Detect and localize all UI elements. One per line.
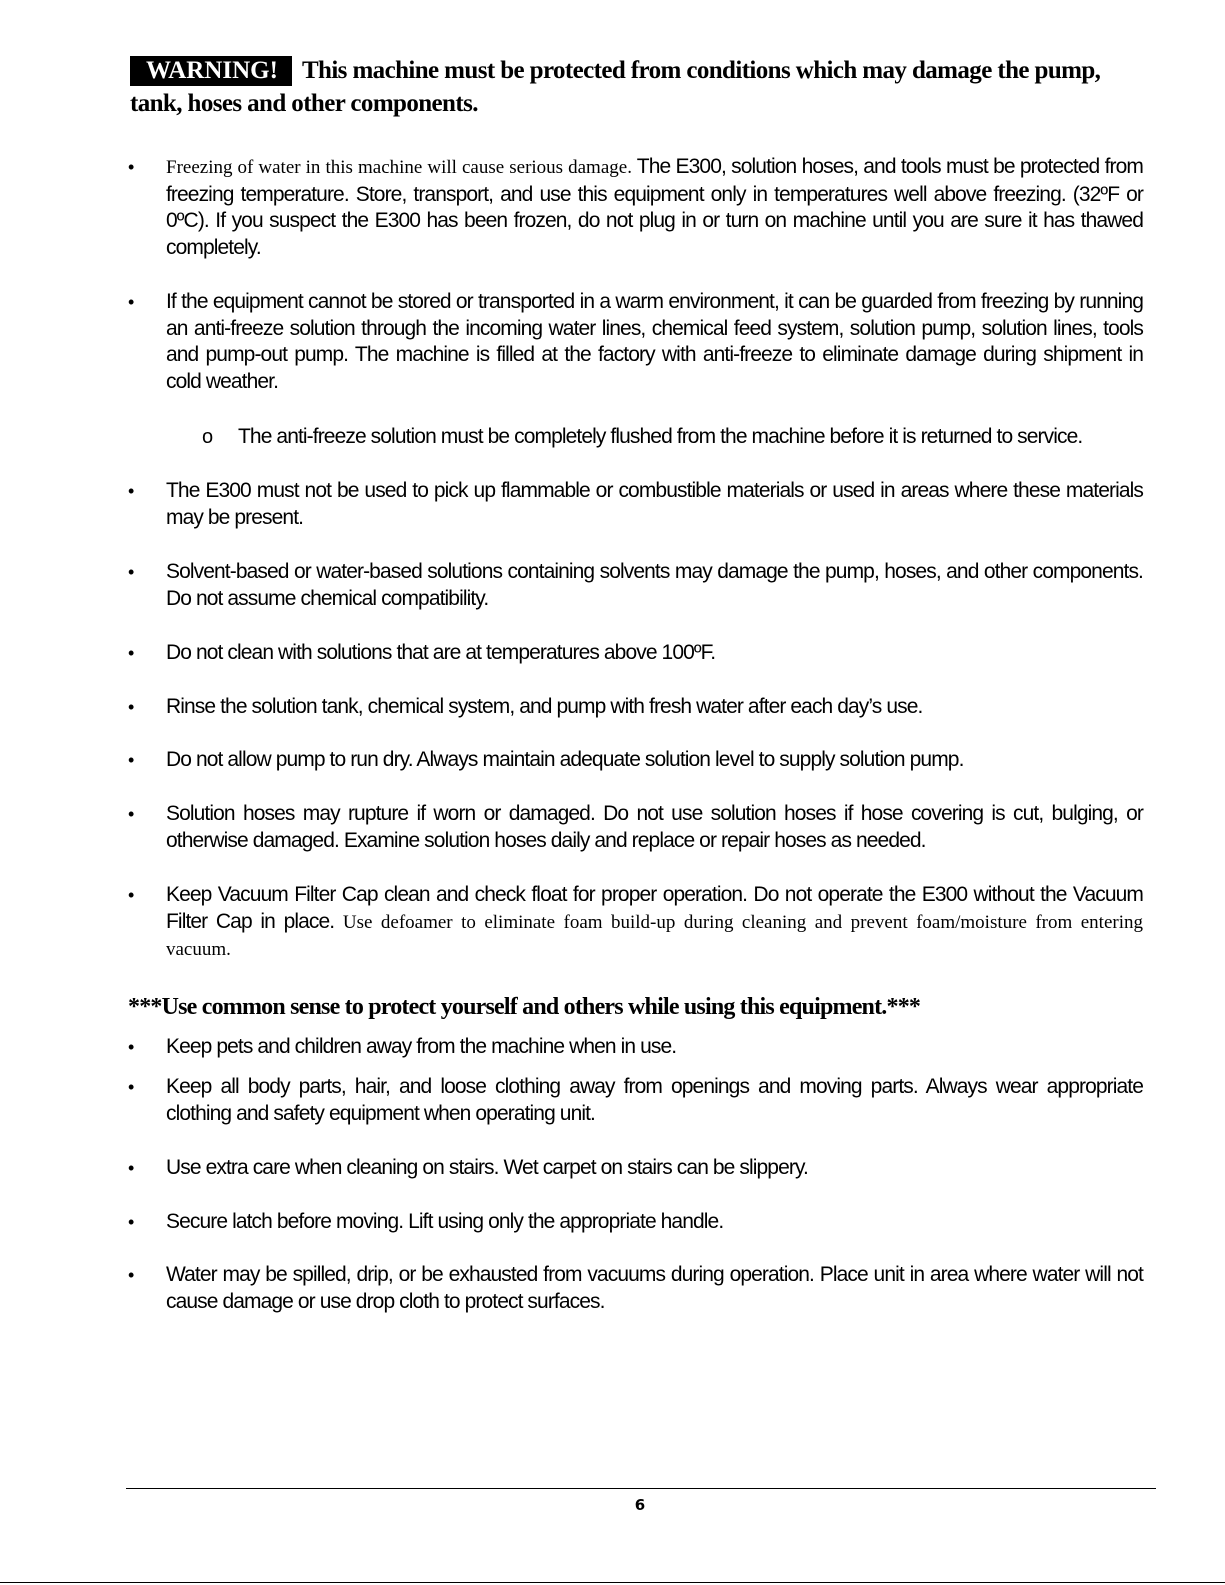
bullet-icon: • (128, 643, 134, 663)
warning-badge: WARNING! (130, 56, 292, 86)
list-item-text (166, 154, 1143, 261)
warning-text: This machine must be protected from conditions which may damage the pump, tank, hoses and other components. (130, 57, 1101, 117)
list-item-text: Secure latch before moving. Lift using only the appropriate handle. (166, 1210, 724, 1233)
sub-bullet-icon: o (202, 426, 213, 448)
warning-heading (130, 54, 1130, 120)
page-number: 6 (634, 1496, 646, 1514)
footer-divider (126, 1488, 1156, 1489)
bullet-icon: • (128, 1212, 134, 1232)
list-item-text: Rinse the solution tank, chemical system, and pump with fresh water after each day’s use. (166, 695, 923, 718)
bullet-icon: • (128, 292, 134, 312)
bullet-icon: • (128, 804, 134, 824)
list-item-text: Solution hoses may rupture if worn or damaged. Do not use solution hoses if hose covering is cut, bulging, or otherwise damaged. Examine solution hoses daily and replace or repair hoses as needed. (166, 802, 1143, 852)
bullet-icon: • (128, 157, 134, 177)
bullet-icon: • (128, 1158, 134, 1178)
list-item-text: Solvent-based or water-based solutions containing solvents may damage the pump, hoses, and other components. Do not assume chemical compatibility. (166, 560, 1143, 610)
list-item-text: The E300 must not be used to pick up flammable or combustible materials or used in areas where these materials may be present. (166, 479, 1143, 529)
bullet-icon: • (128, 1077, 134, 1097)
bullet-icon: • (128, 885, 134, 905)
defoamer-note: Use defoamer to eliminate foam build-up during cleaning and prevent foam/moisture from entering vacuum. (166, 911, 1143, 960)
list-item-text: If the equipment cannot be stored or transported in a warm environment, it can be guarded from freezing by running an anti-freeze solution through the incoming water lines, chemical feed system, solution pump, solution lines, tools and pump-out pump. The machine is filled at the factory with anti-freeze to eliminate damage during shipment in cold weather. (166, 290, 1143, 393)
bullet-icon: • (128, 1037, 134, 1057)
list-item-text: Do not allow pump to run dry. Always maintain adequate solution level to supply solution pump. (166, 748, 964, 771)
list-subitem-text: The anti-freeze solution must be completely flushed from the machine before it is returned to service. (238, 425, 1083, 448)
list-item-text: Water may be spilled, drip, or be exhausted from vacuums during operation. Place unit in area where water will not cause damage or use drop cloth to protect surfaces. (166, 1263, 1143, 1313)
list-item-text: Keep all body parts, hair, and loose clothing away from openings and moving parts. Always wear appropriate clothing and safety equipment when operating unit. (166, 1075, 1143, 1125)
bullet-icon: • (128, 481, 134, 501)
freezing-text: The E300, solution hoses, and tools must be protected from freezing temperature. Store, transport, and use this equipment only in temperatures well above freezing. (32ºF or 0ºC). If you suspect the E300 has been frozen, do not plug in or turn on machine until you are sure it has thawed completely. (166, 155, 1143, 259)
bullet-icon: • (128, 697, 134, 717)
list-item-text: Do not clean with solutions that are at temperatures above 100ºF. (166, 641, 716, 664)
list-item-text: Use extra care when cleaning on stairs. Wet carpet on stairs can be slippery. (166, 1156, 808, 1179)
list-item-text (166, 882, 1143, 964)
bullet-icon: • (128, 750, 134, 770)
page-bottom-edge (0, 1582, 1225, 1583)
common-sense-heading: ***Use common sense to protect yourself and others while using this equipment.*** (128, 994, 921, 1020)
filter-cap-text: Keep Vacuum Filter Cap clean and check float for proper operation. Do not operate the E300 without the Vacuum Filter Cap in place. (166, 883, 1143, 933)
bullet-icon: • (128, 1265, 134, 1285)
freezing-lead: Freezing of water in this machine will cause serious damage. (166, 157, 632, 178)
bullet-icon: • (128, 562, 134, 582)
list-item-text: Keep pets and children away from the machine when in use. (166, 1035, 677, 1058)
